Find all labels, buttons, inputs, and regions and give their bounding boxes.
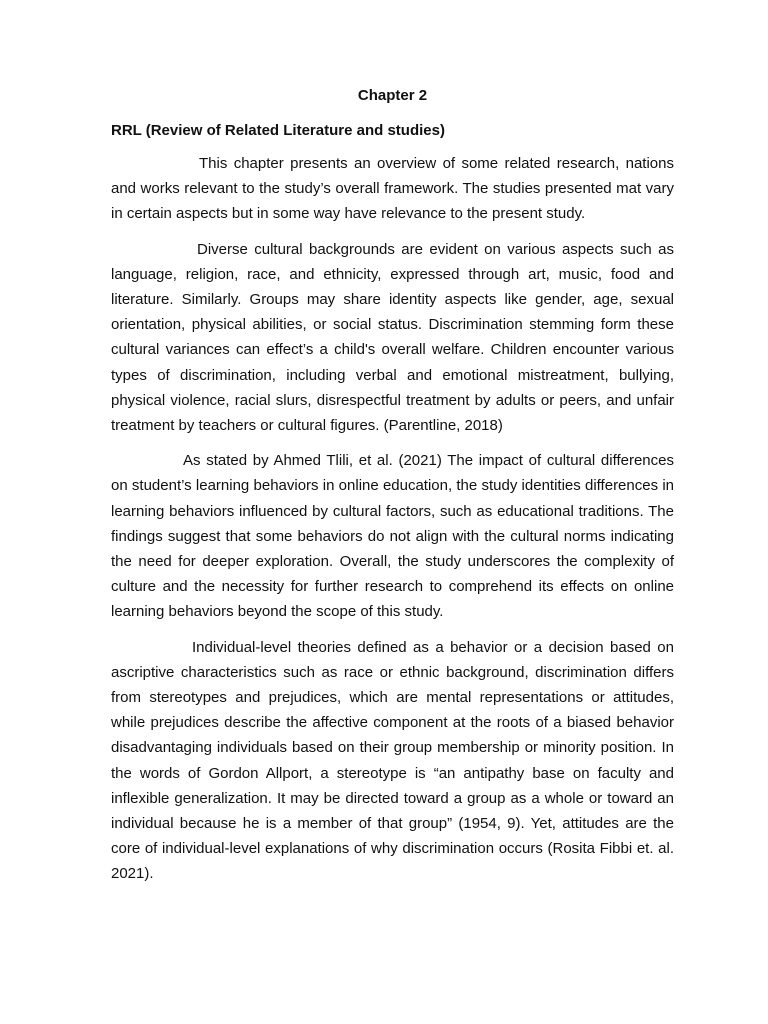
section-heading: RRL (Review of Related Literature and studies) xyxy=(111,122,445,139)
paragraph-cultural-backgrounds: Diverse cultural backgrounds are evident on various aspects such as language, religion, race, and ethnicity, expressed through art, music, food and literature. Similarly. Groups may share identity aspects like gender, age, sexual orientation, physical abilities, or social status. Discrimination stemming form these cultural variances can effect’s a child's overall welfare. Children encounter various types of discrimination, including verbal and emotional mistreatment, bullying, physical violence, racial slurs, disrespectful treatment by adults or peers, and unfair treatment by teachers or cultural figures. (Parentline, 2018) xyxy=(111,240,674,435)
page-content xyxy=(111,86,674,897)
paragraph-tlili-study: As stated by Ahmed Tlili, et al. (2021) The impact of cultural differences on student’s learning behaviors in online education, the study identities differences in learning behaviors influenced by cultural factors, such as educational traditions. The findings suggest that some behaviors do not align with the cultural norms indicating the need for deeper exploration. Overall, the study underscores the complexity of culture and the necessity for further research to comprehend its effects on online learning behaviors beyond the scope of this study. xyxy=(111,452,674,621)
paragraph-individual-level-theories: Individual-level theories defined as a behavior or a decision based on ascriptive characteristics such as race or ethnic background, discrimination differs from stereotypes and prejudices, which are mental representations or attitudes, while prejudices describe the affective component at the roots of a biased behavior disadvantaging individuals based on their group membership or minority position. In the words of Gordon Allport, a stereotype is “an antipathy base on faculty and inflexible generalization. It may be directed toward a group as a whole or toward an individual because he is a member of that group” (1954, 9). Yet, attitudes are the core of individual-level explanations of why discrimination occurs (Rosita Fibbi et. al. 2021). xyxy=(111,638,674,883)
paragraph-intro: This chapter presents an overview of some related research, nations and works relevant to the study’s overall framework. The studies presented mat vary in certain aspects but in some way have relevance to the present study. xyxy=(111,155,674,223)
chapter-title: Chapter 2 xyxy=(357,87,428,104)
